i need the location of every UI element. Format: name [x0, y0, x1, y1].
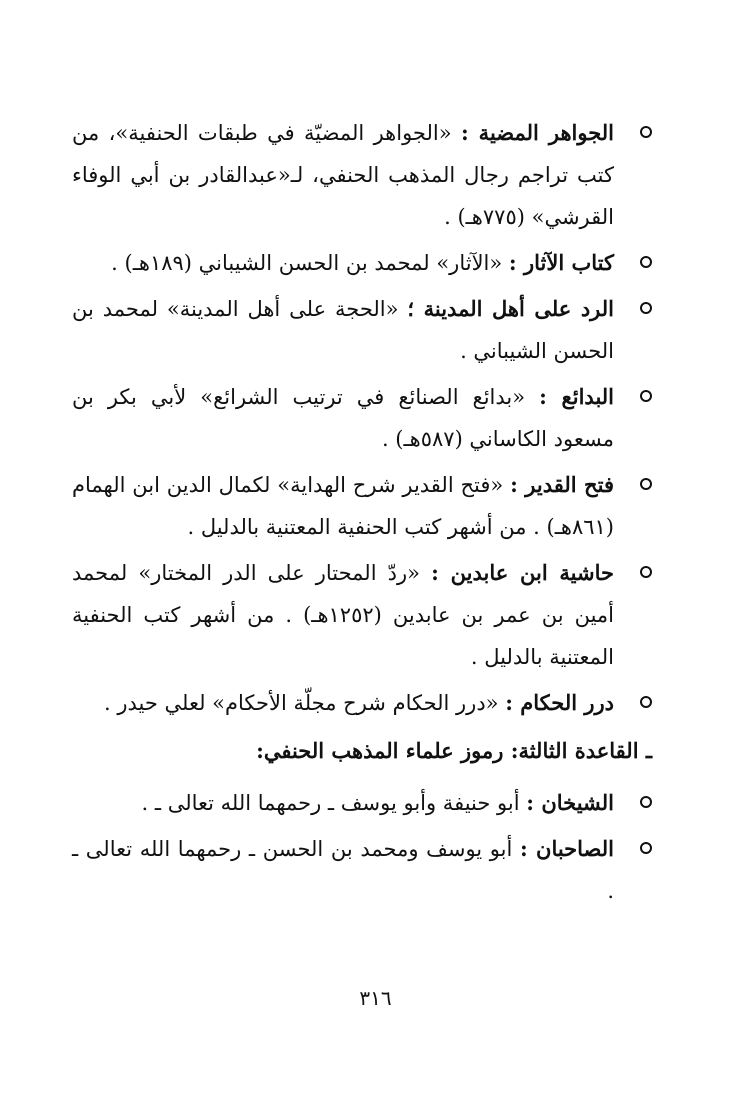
entry-term: الصاحبان : — [519, 836, 614, 861]
entry-badai — [72, 376, 652, 460]
entry-text: «الجواهر المضيّة في طبقات الحنفية»، من كتب تراجم رجال المذهب الحنفي، لـ«عبدالقادر بن أبي الوفاء القرشي» (٧٧٥هـ) . — [72, 121, 614, 229]
entry-term: حاشية ابن عابدين : — [431, 560, 614, 585]
entry-term: درر الحكام : — [505, 690, 614, 715]
entry-ibn-abidin — [72, 552, 652, 678]
entry-shaykhan — [72, 782, 652, 824]
entry-text: أبو يوسف ومحمد بن الحسن ـ رحمهما الله تعالى ـ . — [72, 837, 614, 903]
entry-sahiban — [72, 828, 652, 912]
circle-bullet-icon — [640, 302, 652, 314]
circle-bullet-icon — [640, 478, 652, 490]
page-number: ٣١٦ — [359, 986, 392, 1010]
entry-text: «بدائع الصنائع في ترتيب الشرائع» لأبي بكر بن مسعود الكاساني (٥٨٧هـ) . — [72, 385, 614, 451]
entry-durar — [72, 682, 652, 724]
entry-radd — [72, 288, 652, 372]
entry-text: «الآثار» لمحمد بن الحسن الشيباني (١٨٩هـ) . — [111, 251, 503, 275]
entry-term: البدائع : — [539, 384, 615, 409]
entry-term: الرد على أهل المدينة ؛ — [407, 296, 615, 321]
entry-athar — [72, 242, 652, 284]
entry-term: فتح القدير : — [510, 472, 614, 497]
circle-bullet-icon — [640, 566, 652, 578]
entry-term: الشيخان : — [526, 790, 614, 815]
circle-bullet-icon — [640, 696, 652, 708]
entry-term: كتاب الآثار : — [508, 250, 614, 275]
entry-jawahir — [72, 112, 652, 238]
entry-text: أبو حنيفة وأبو يوسف ـ رحمهما الله تعالى ـ . — [141, 791, 520, 815]
entry-text: «ردّ المحتار على الدر المختار» لمحمد أمين بن عمر بن عابدين (١٢٥٢هـ) . من أشهر كتب الحنفية المعتنية بالدليل . — [72, 561, 614, 669]
entry-text: «درر الحكام شرح مجلّة الأحكام» لعلي حيدر . — [103, 691, 499, 715]
circle-bullet-icon — [640, 256, 652, 268]
section-heading: ـ القاعدة الثالثة: رموز علماء المذهب الحنفي: — [256, 738, 652, 763]
page-content — [72, 112, 652, 916]
entry-fath-qadir — [72, 464, 652, 548]
circle-bullet-icon — [640, 842, 652, 854]
entry-text: «فتح القدير شرح الهداية» لكمال الدين ابن الهمام (٨٦١هـ) . من أشهر كتب الحنفية المعتنية بالدليل . — [72, 473, 614, 539]
entry-text: «الحجة على أهل المدينة» لمحمد بن الحسن الشيباني . — [72, 297, 614, 363]
circle-bullet-icon — [640, 796, 652, 808]
entry-term: الجواهر المضية : — [460, 120, 614, 145]
circle-bullet-icon — [640, 126, 652, 138]
circle-bullet-icon — [640, 390, 652, 402]
